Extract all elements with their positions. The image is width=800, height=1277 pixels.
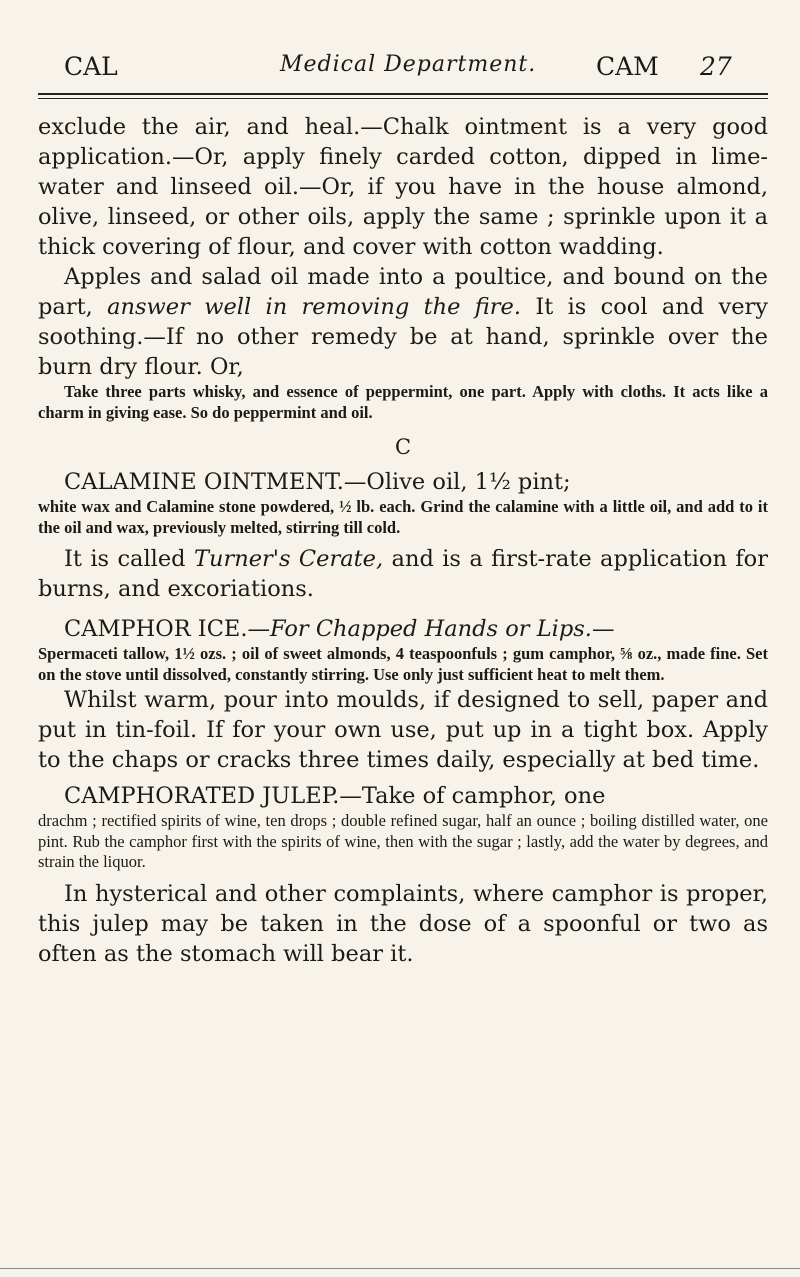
camphorated-julep-recipe: drachm ; rectified spirits of wine, ten drops ; double refined sugar, half an ounce ; boiling distilled water, one pint. Rub the camphor first with the spirits of wine, then with the sugar ; lastly, add the water by degrees, and strain the liquor. <box>38 811 768 871</box>
camphor-ice-recipe: Spermaceti tallow, 1½ ozs. ; oil of sweet almonds, 4 teaspoonfuls ; gum camphor, ⅝ oz., made fine. Set on the stove until dissolved, constantly stirring. Use only just sufficient heat to melt them. <box>38 644 768 684</box>
paragraph-hysterical: In hysterical and other complaints, where camphor is proper, this julep may be taken in the dose of a spoonful or two as often as the stomach will bear it. <box>38 880 768 967</box>
turners-text-b: and is a first-rate application for burns, and excoriations. <box>38 546 768 602</box>
apples-text-a: Apples and salad oil made into a poultice, and bound on the part, <box>38 264 768 320</box>
header-left-word: CAL <box>64 52 118 81</box>
paragraph-apples-poultice <box>38 262 768 382</box>
camphor-ice-dash: — <box>591 616 615 642</box>
camphor-ice-heading <box>38 614 768 644</box>
section-letter: C <box>394 435 412 459</box>
turners-text-italic: Turner's Cerate, <box>193 546 384 572</box>
camphor-ice-title: CAMPHOR ICE.— <box>64 616 270 642</box>
header-rule-thick <box>38 93 768 95</box>
paragraph-burns-continued: exclude the air, and heal.—Chalk ointment is a very good application.—Or, apply finely carded cotton, dipped in lime-water and linseed oil.—Or, if you have in the house almond, olive, linseed, or other oils, apply the same ; sprinkle upon it a thick covering of flour, and cover with cotton wadding. <box>38 114 768 260</box>
header-rule-thin <box>38 98 768 99</box>
running-header <box>38 52 768 86</box>
page-number: 27 <box>700 52 732 81</box>
calamine-heading: CALAMINE OINTMENT.—Olive oil, 1½ pint; <box>64 469 571 495</box>
paragraph-whisky-peppermint: Take three parts whisky, and essence of peppermint, one part. Apply with cloths. It acts like a charm in giving ease. So do peppermint and oil. <box>38 382 768 422</box>
paragraph-moulds: Whilst warm, pour into moulds, if designed to sell, paper and put in tin-foil. If for your own use, put up in a tight box. Apply to the chaps or cracks three times daily, especially at bed time. <box>38 687 768 773</box>
page-body <box>38 112 768 969</box>
header-right-word: CAM <box>596 52 659 81</box>
apples-text-italic: answer well in removing the fire. <box>107 294 521 320</box>
turners-text-a: It is called <box>64 546 194 572</box>
camphorated-julep-heading: CAMPHORATED JULEP.—Take of camphor, one <box>64 783 606 809</box>
header-title: Medical Department. <box>280 52 537 77</box>
apples-text-b: It is cool and very soothing.—If no other remedy be at hand, sprinkle over the burn dry flour. Or, <box>38 294 768 380</box>
paragraph-turners-cerate <box>38 544 768 604</box>
book-page <box>38 0 768 1277</box>
calamine-recipe: white wax and Calamine stone powdered, ½ lb. each. Grind the calamine with a little oil, and add to it the oil and wax, previously melted, stirring till cold. <box>38 497 768 537</box>
page-bottom-edge <box>0 1268 800 1269</box>
camphor-ice-subtitle: For Chapped Hands or Lips. <box>269 616 592 642</box>
